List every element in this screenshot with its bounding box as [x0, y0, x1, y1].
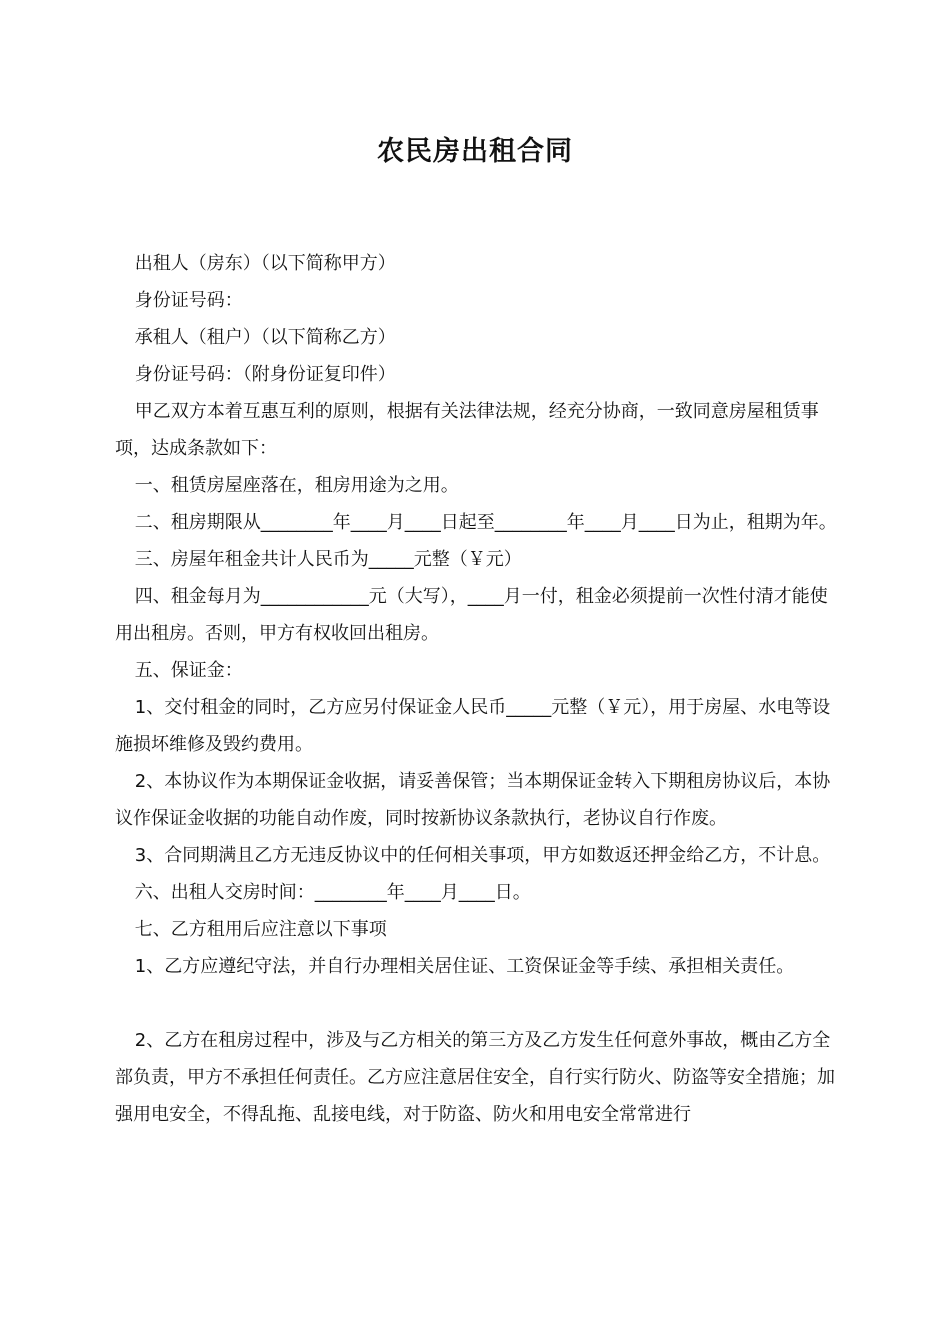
- clause-7-item-1: 1、乙方应遵纪守法，并自行办理相关居住证、工资保证金等手续、承担相关责任。: [134, 956, 795, 977]
- clause-7: 七、乙方租用后应注意以下事项: [134, 919, 387, 940]
- contract-body: [115, 245, 840, 1133]
- lessee-id-line: 身份证号码：（附身份证复印件）: [134, 364, 396, 385]
- clause-6: 六、出租人交房时间：________年____月____日。: [134, 882, 531, 903]
- clause-4: 四、租金每月为____________元（大写），____月一付，租金必须提前一次性付清才能使用出租房。否则，甲方有权收回出租房。: [115, 586, 828, 644]
- lessor-id-line: 身份证号码：: [134, 290, 243, 311]
- clause-5-item-3: 3、合同期满且乙方无违反协议中的任何相关事项，甲方如数返还押金给乙方，不计息。: [134, 845, 831, 866]
- preamble-paragraph: 甲乙双方本着互惠互利的原则，根据有关法律法规，经充分协商，一致同意房屋租赁事项，达成条款如下：: [115, 401, 819, 459]
- clause-5-item-1: 1、交付租金的同时，乙方应另付保证金人民币_____元整（￥元），用于房屋、水电等设施损坏维修及毁约费用。: [115, 697, 831, 755]
- document-title: 农民房出租合同: [377, 136, 573, 167]
- clause-5-item-2: 2、本协议作为本期保证金收据，请妥善保管；当本期保证金转入下期租房协议后，本协议作保证金收据的功能自动作废，同时按新协议条款执行，老协议自行作废。: [115, 771, 831, 829]
- lessee-line: 承租人（租户）（以下简称乙方）: [134, 327, 396, 348]
- clause-2: 二、租房期限从________年____月____日起至________年____月____日为止，租期为年。: [134, 512, 837, 533]
- lessor-line: 出租人（房东）（以下简称甲方）: [134, 253, 396, 274]
- clause-7-item-2: 2、乙方在租房过程中，涉及与乙方相关的第三方及乙方发生任何意外事故，概由乙方全部负责，甲方不承担任何责任。乙方应注意居住安全，自行实行防火、防盗等安全措施；加强用电安全，不得乱拖、乱接电线，对于防盗、防火和用电安全常常进行: [115, 1030, 835, 1125]
- clause-3: 三、房屋年租金共计人民币为_____元整（￥元）: [134, 549, 522, 570]
- clause-1: 一、租赁房屋座落在，租房用途为之用。: [134, 475, 459, 496]
- clause-5: 五、保证金：: [134, 660, 243, 681]
